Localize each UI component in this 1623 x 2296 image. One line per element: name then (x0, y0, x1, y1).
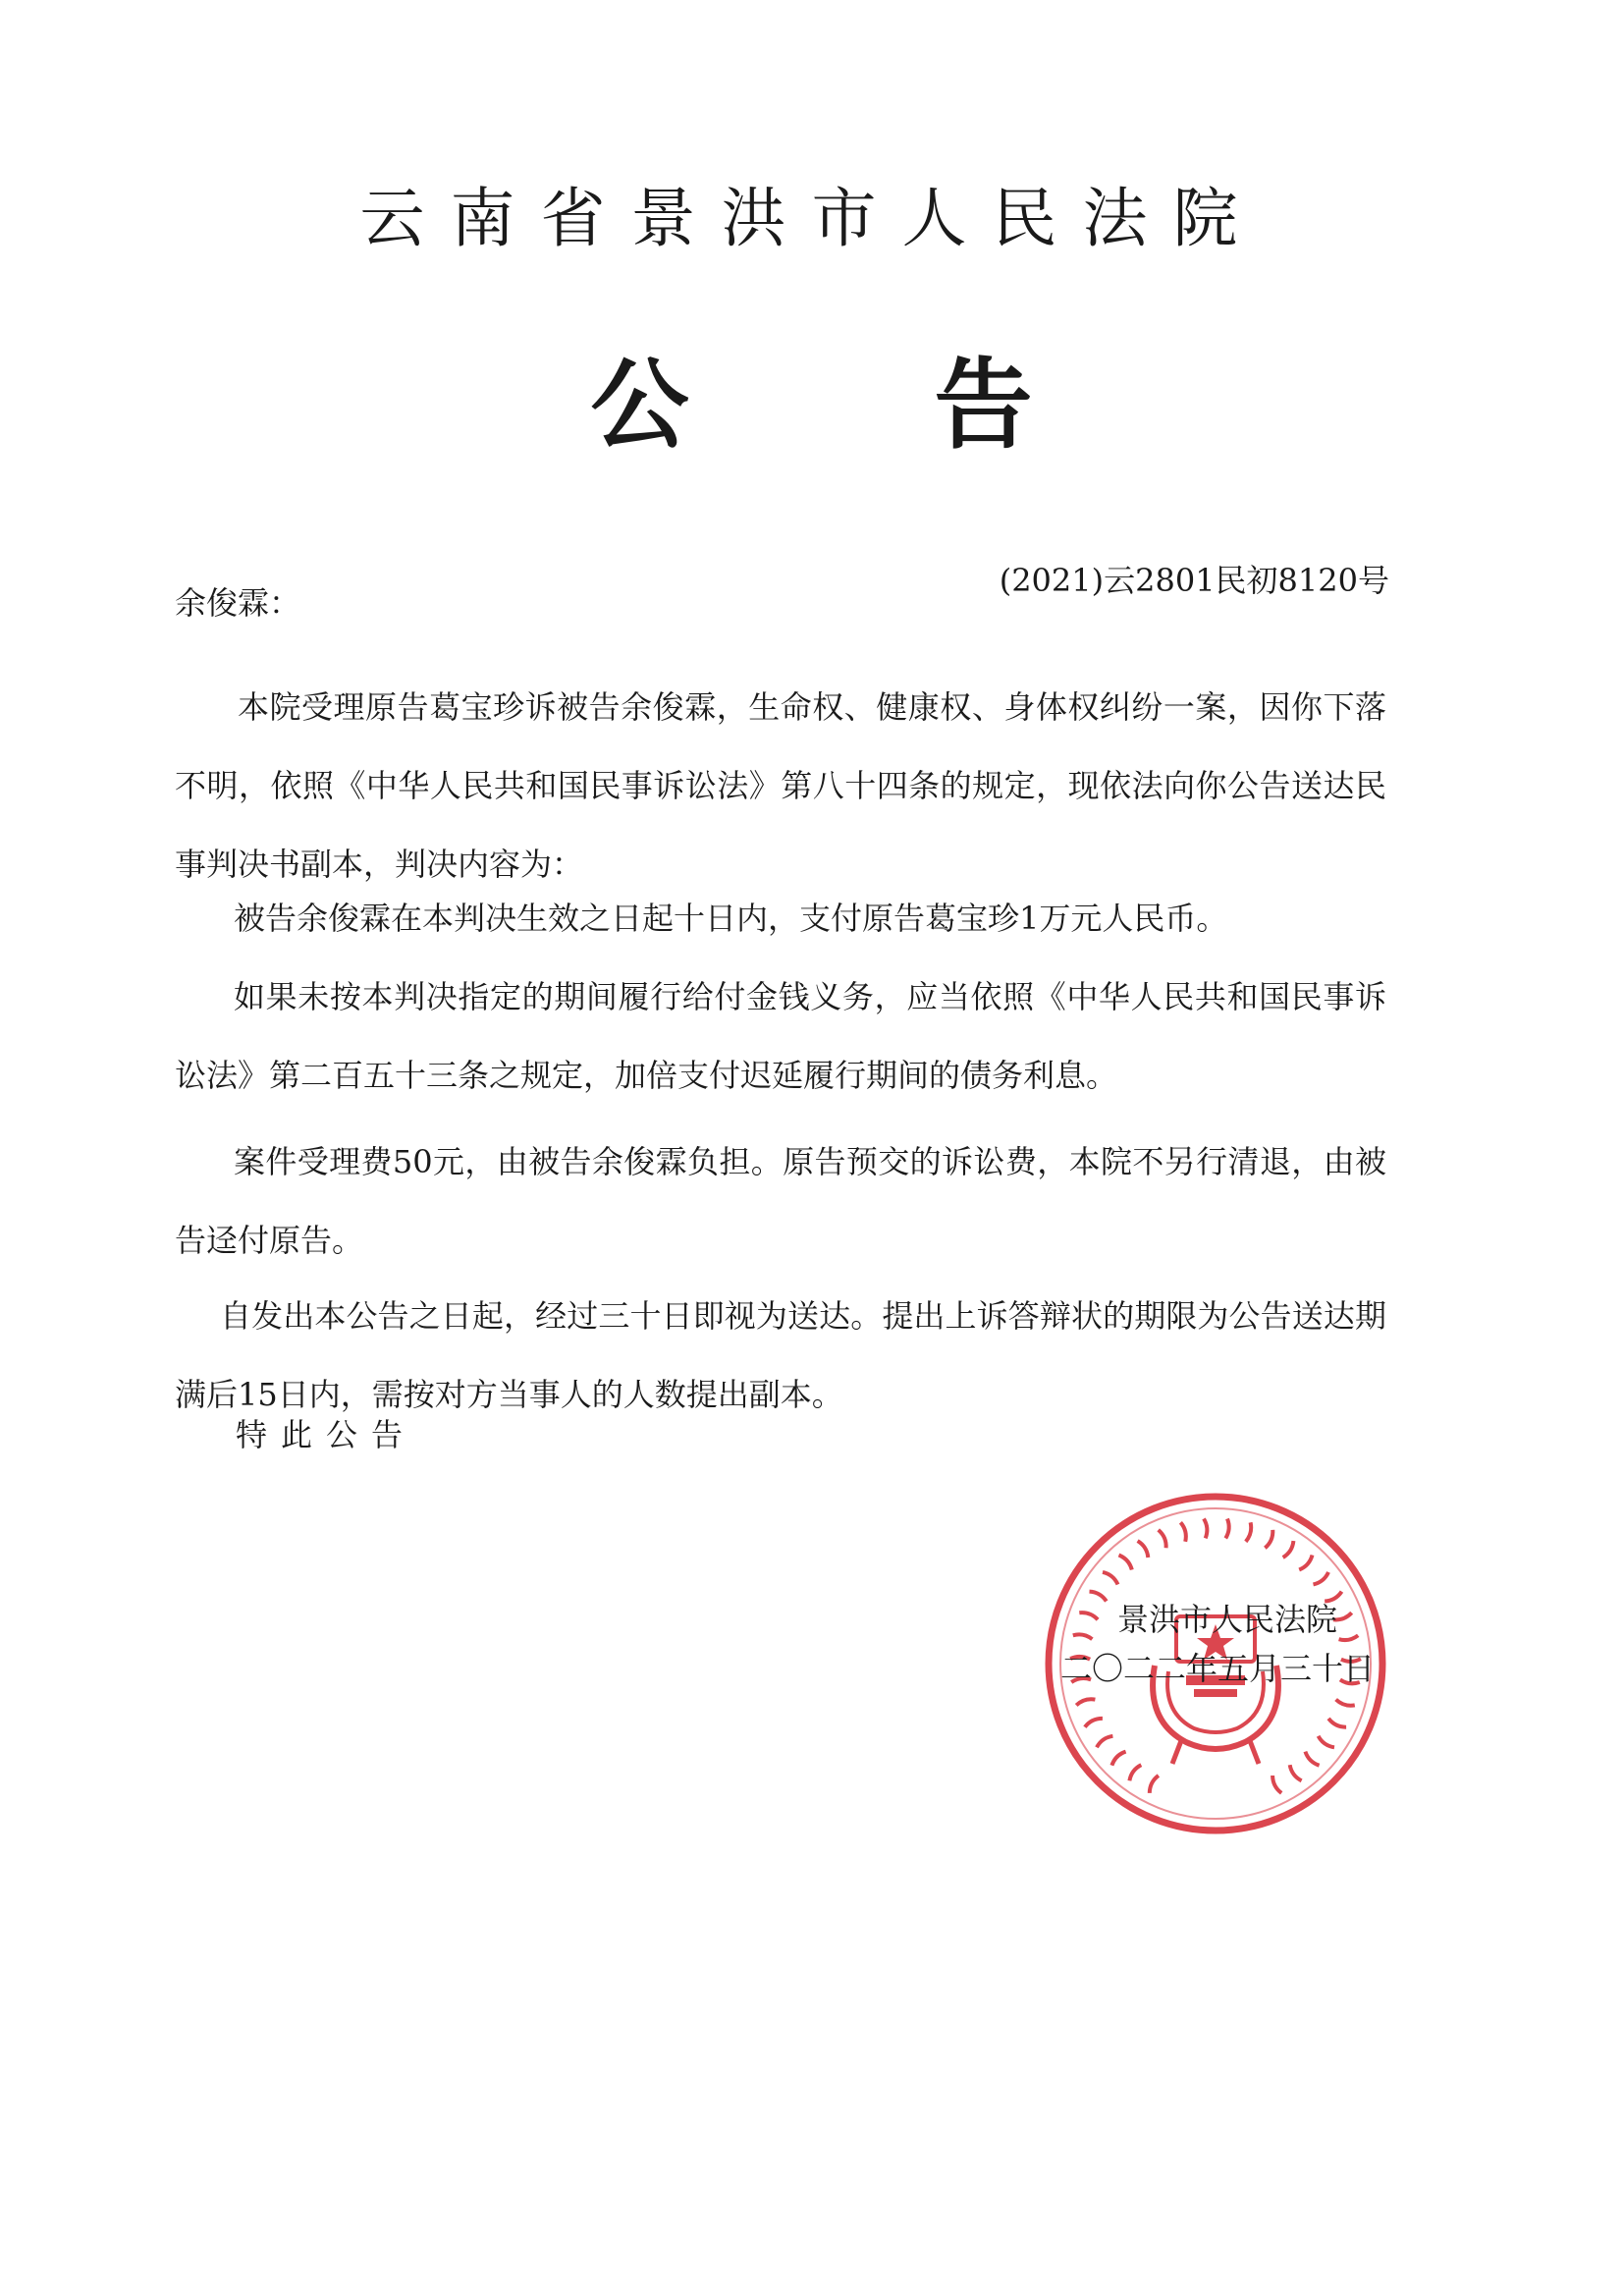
court-name-heading: 云南省景洪市人民法院 (359, 181, 1264, 256)
closing-phrase: 特此公告 (236, 1416, 417, 1453)
seal-lettering-mark (1339, 1635, 1359, 1640)
seal-lettering-mark (1159, 1530, 1166, 1548)
addressee: 余俊霖： (175, 584, 301, 622)
case-number: (2021)云2801民初8120号 (999, 562, 1389, 599)
seal-lettering-mark (1119, 1556, 1132, 1570)
paragraph-case-fee: 案件受理费50元，由被告余俊霖负担。原告预交的诉讼费，本院不另行清退，由被告迳付原告。 (175, 1143, 1386, 1259)
paragraph-service-deadline: 自发出本公告之日起，经过三十日即视为送达。提出上诉答辩状的期限为公告送达期满后15日内，需按对方当事人的人数提出副本。 (175, 1297, 1386, 1413)
seal-lettering-mark (1290, 1765, 1302, 1780)
document-title: 公告 (590, 347, 1278, 463)
seal-lettering-mark (1246, 1522, 1251, 1542)
seal-lettering-mark (1079, 1613, 1098, 1619)
seal-lettering-mark (1272, 1776, 1281, 1793)
seal-lettering-mark (1283, 1541, 1294, 1558)
seal-lettering-mark (1111, 1752, 1125, 1766)
seal-lettering-mark (1150, 1776, 1159, 1793)
seal-lettering-mark (1180, 1522, 1185, 1542)
seal-lettering-mark (1265, 1530, 1272, 1548)
seal-lettering-mark (1076, 1699, 1095, 1705)
paragraph-judgment-payment: 被告余俊霖在本判决生效之日起十日内，支付原告葛宝珍1万元人民币。 (234, 900, 1228, 937)
seal-lettering-mark (1299, 1556, 1312, 1570)
paragraph-late-interest: 如果未按本判决指定的期间履行给付金钱义务，应当依照《中华人民共和国民事诉讼法》第二百五十三条之规定，加倍支付迟延履行期间的债务利息。 (175, 978, 1386, 1094)
paragraph-notice-intro: 本院受理原告葛宝珍诉被告余俊霖，生命权、健康权、身体权纠纷一案，因你下落不明，依照《中华人民共和国民事诉讼法》第八十四条的规定，现依法向你公告送达民事判决书副本，判决内容为： (175, 688, 1386, 883)
signature-date: 二〇二二年五月三十日 (1060, 1650, 1376, 1687)
seal-lettering-mark (1073, 1634, 1093, 1639)
seal-lettering-mark (1138, 1541, 1149, 1558)
seal-lettering-mark (1129, 1765, 1141, 1780)
seal-lettering-mark (1328, 1719, 1346, 1727)
seal-lettering-mark (1336, 1700, 1355, 1706)
seal-lettering-mark (1204, 1519, 1207, 1539)
seal-lettering-mark (1225, 1519, 1228, 1539)
seal-lettering-mark (1103, 1572, 1118, 1585)
seal-lettering-mark (1090, 1592, 1107, 1602)
seal-lettering-mark (1319, 1736, 1334, 1748)
seal-lettering-mark (1085, 1719, 1103, 1727)
seal-lettering-mark (1305, 1752, 1319, 1766)
seal-lettering-mark (1325, 1592, 1341, 1602)
signature-court-name: 景洪市人民法院 (1117, 1601, 1338, 1638)
seal-lettering-mark (1097, 1736, 1112, 1748)
seal-lettering-mark (1314, 1572, 1329, 1585)
